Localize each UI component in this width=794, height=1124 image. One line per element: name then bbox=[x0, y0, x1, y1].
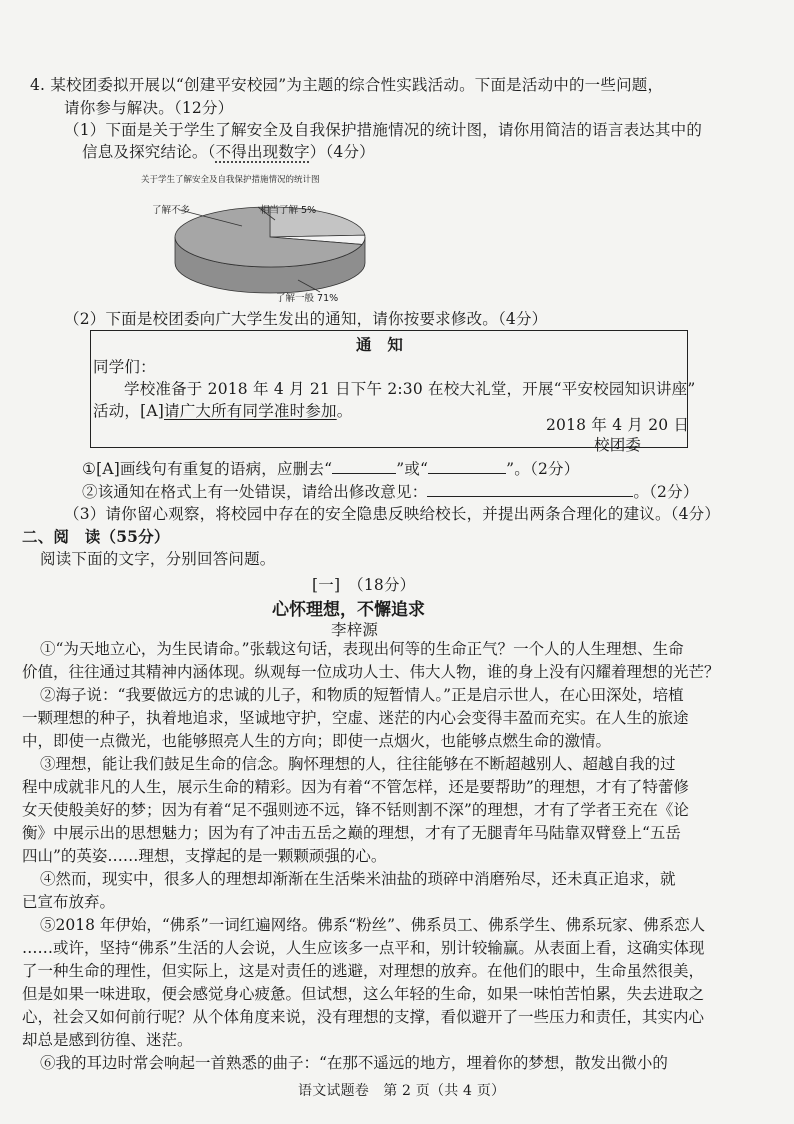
article-p5-line4: 但是如果一味进取，便会感觉身心疲惫。但试想，这么年轻的生命，如果一味怕苦怕累，失去进取之 bbox=[22, 985, 705, 1003]
chart-title: 关于学生了解安全及自我保护措施情况的统计图 bbox=[141, 175, 320, 185]
notice-date: 2018 年 4 月 20 日 bbox=[546, 416, 690, 434]
pie-label-well-informed: 相当了解 5% bbox=[260, 205, 317, 216]
article-p3-line1: ③理想，能让我们鼓足生命的信念。胸怀理想的人，往往能够在不断超越别人、超越自我的过 bbox=[40, 755, 676, 773]
article-p3-line5: 四山”的英姿……理想，支撑起的是一颗颗顽强的心。 bbox=[22, 847, 387, 865]
q4-line1: 4. 某校团委拟开展以“创建平安校园”为主题的综合性实践活动。下面是活动中的一些问题， bbox=[30, 76, 664, 94]
section-instruction: 阅读下面的文字，分别回答问题。 bbox=[40, 550, 276, 568]
article-p5-line3: 了一种生命的理性，但实际上，这是对责任的逃避，对理想的放弃。在他们的眼中，生命虽然很美， bbox=[22, 962, 705, 980]
article-p4-line2: 已宣布放弃。 bbox=[22, 893, 116, 911]
q4-part1-line2: 信息及探究结论。（不得出现数字）（4分） bbox=[82, 143, 375, 161]
page-footer: 语文试题卷 第 2 页（共 4 页） bbox=[298, 1083, 506, 1099]
emphasis-no-numbers: 不得出现数字 bbox=[215, 143, 310, 161]
q4-part2: （2）下面是校团委向广大学生发出的通知，请你按要求修改。（4分） bbox=[64, 310, 548, 328]
article-p5-line1: ⑤2018 年伊始，“佛系”一词红遍网络。佛系“粉丝”、佛系员工、佛系学生、佛系玩家、佛系恋人 bbox=[40, 916, 706, 934]
article-p2-line1: ②海子说：“我要做远方的忠诚的儿子，和物质的短暂情人。”正是启示世人，在心田深处，培植 bbox=[40, 686, 684, 704]
article-p3-line2: 程中成就非凡的人生，展示生命的精彩。因为有着“不管怎样，还是要帮助”的理想，才有了特蕾修 bbox=[22, 778, 689, 796]
sub-question-1: ①[A]画线句有重复的语病，应删去“ ”或“ ”。（2分） bbox=[82, 460, 580, 478]
notice-title: 通 知 bbox=[356, 335, 404, 354]
article-p3-line3: 女天使般美好的梦；因为有着“足不强则迹不远，锋不铦则割不深”的理想，才有了学者王充在《论 bbox=[22, 801, 689, 819]
article-p3-line4: 衡》中展示出的思想魅力；因为有了冲击五岳之巅的理想，才有了无腿青年马陆靠双臂登上“五岳 bbox=[22, 824, 681, 842]
article-author: 李梓源 bbox=[331, 621, 379, 639]
q4-part3: （3）请你留心观察，将校园中存在的安全隐患反映给校长，并提出两条合理化的建议。（4分） bbox=[64, 505, 721, 523]
q4-part1-line1: （1）下面是关于学生了解安全及自我保护措施情况的统计图，请你用简洁的语言表达其中的 bbox=[64, 121, 703, 139]
pie-label-average: 了解一般 71% bbox=[276, 293, 339, 304]
section-heading: 二、阅 读（55分） bbox=[22, 527, 170, 546]
answer-blank-3[interactable] bbox=[427, 495, 633, 497]
underlined-sentence-a: 请广大所有同学准时参加 bbox=[164, 402, 337, 420]
article-p2-line2: 一颗理想的种子，执着地追求，坚诚地守护，空虚、迷茫的内心会变得丰盈而充实。在人生的旅途 bbox=[22, 709, 689, 727]
pie-label-not-much: 了解不多 bbox=[152, 205, 191, 216]
q4-line2: 请你参与解决。（12分） bbox=[64, 99, 234, 117]
article-p4-line1: ④然而，现实中，很多人的理想却渐渐在生活柴米油盐的琐碎中消磨殆尽，还未真正追求，就 bbox=[40, 870, 676, 888]
notice-salutation: 同学们： bbox=[93, 358, 156, 376]
answer-blank-2[interactable] bbox=[428, 472, 506, 474]
notice-body-line1: 学校准备于 2018 年 4 月 21 日下午 2:30 在校大礼堂，开展“平安校园知识讲座” bbox=[124, 380, 696, 398]
article-p5-line2: ……或许，坚持“佛系”生活的人会说，人生应该多一点平和，别计较输赢。从表面上看，这确实体现 bbox=[22, 939, 705, 957]
part-label: [一] （18分） bbox=[312, 576, 416, 594]
notice-body-line2: 活动，[A]请广大所有同学准时参加。 bbox=[93, 402, 353, 420]
notice-signer: 校团委 bbox=[594, 436, 642, 454]
article-p1-line2: 价值，往往通过其精神内涵体现。纵观每一位成功人士、伟大人物，谁的身上没有闪耀着理想的光芒？ bbox=[22, 663, 720, 681]
article-p1-line1: ①“为天地立心，为生民请命。”张载这句话，表现出何等的生命正气？一个人的人生理想、生命 bbox=[40, 640, 684, 658]
sub-question-2: ②该通知在格式上有一处错误，请给出修改意见： 。（2分） bbox=[82, 483, 699, 501]
article-p5-line6: 却总是感到彷徨、迷茫。 bbox=[22, 1031, 193, 1049]
article-title: 心怀理想，不懈追求 bbox=[272, 600, 425, 620]
article-p2-line3: 中，即使一点微光，也能够照亮人生的方向；即使一点烟火，也能够点燃生命的激情。 bbox=[22, 732, 612, 750]
article-p6-line1: ⑥我的耳边时常会响起一首熟悉的曲子：“在那不遥远的地方，埋着你的梦想，散发出微小的 bbox=[40, 1054, 668, 1072]
article-p5-line5: 心，社会又如何前行呢？从个体角度来说，没有理想的支撑，看似避开了一些压力和责任，其实内心 bbox=[22, 1008, 705, 1026]
answer-blank-1[interactable] bbox=[332, 472, 396, 474]
